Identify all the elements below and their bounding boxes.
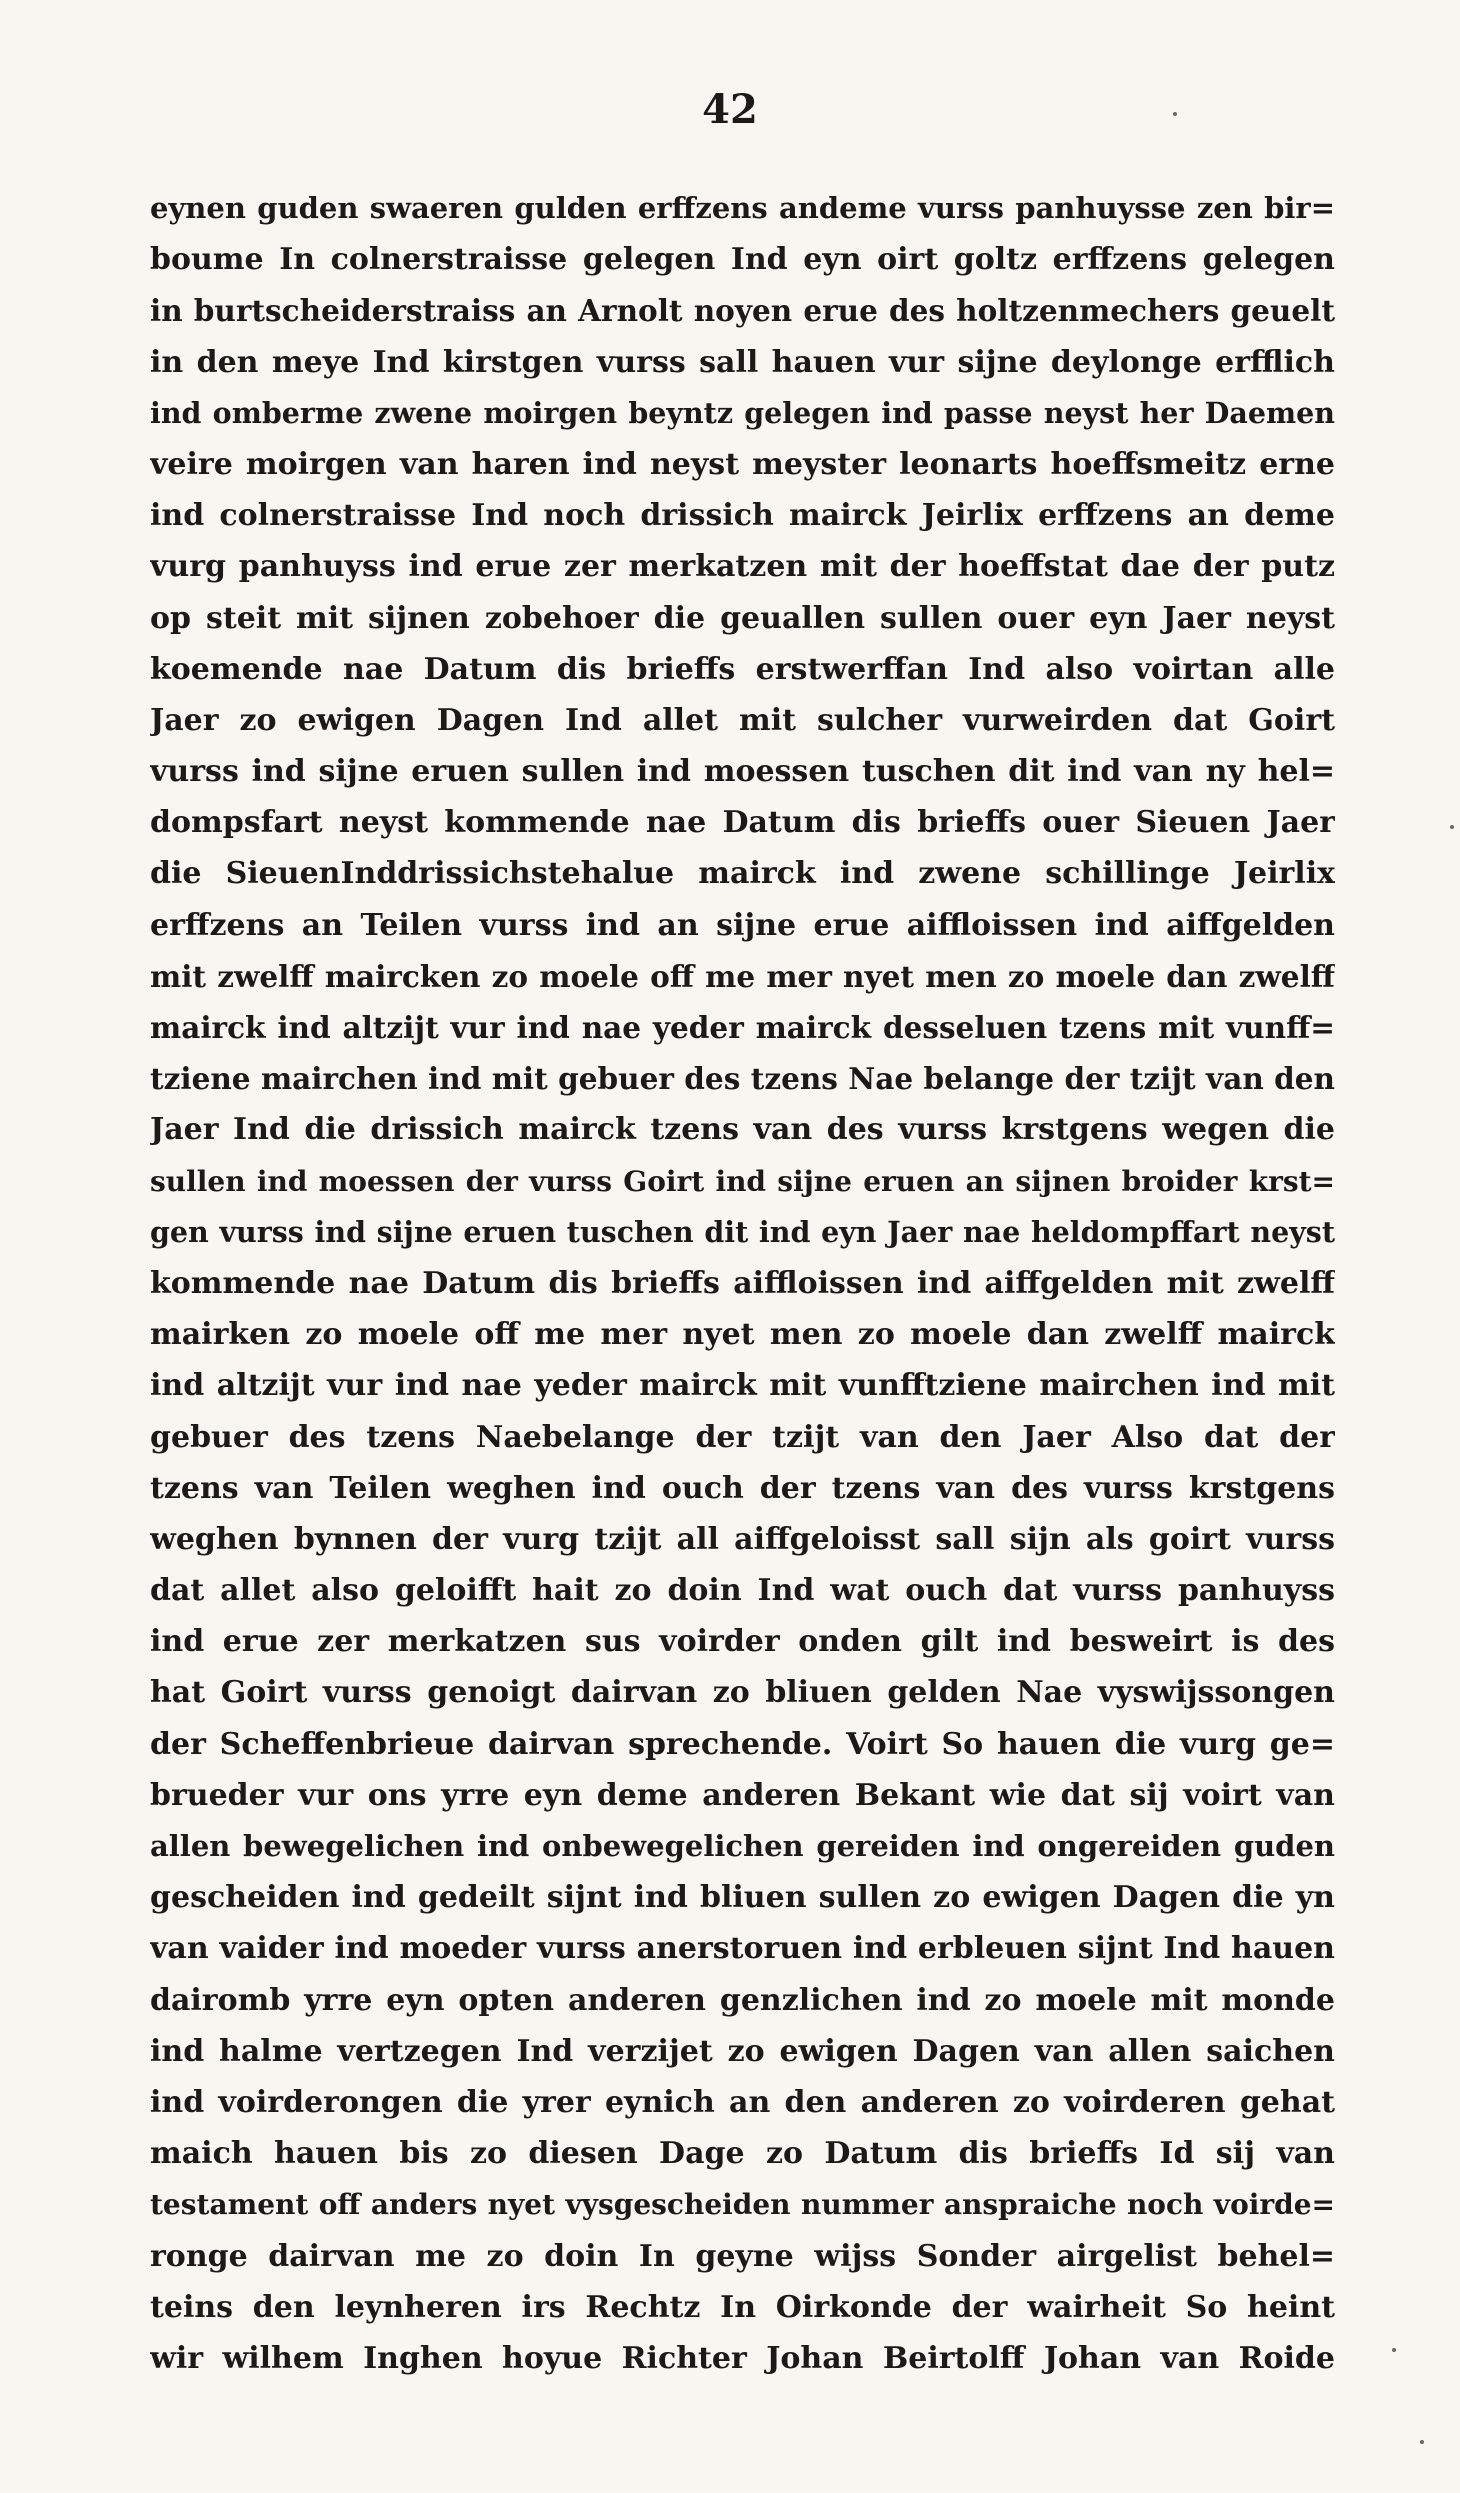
text-line: gebuer des tzens Naebelange der tzijt van den Jaer Also dat der xyxy=(150,1419,1335,1455)
text-line: weghen bynnen der vurg tzijt all aiffgeloisst sall sijn als goirt vurss xyxy=(150,1521,1335,1557)
text-line: mit zwelff maircken zo moele off me mer nyet men zo moele dan zwelff xyxy=(150,958,1335,994)
text-line: van vaider ind moeder vurss anerstoruen ind erbleuen sijnt Ind hauen xyxy=(150,1931,1335,1967)
text-line: eynen guden swaeren gulden erffzens andeme vurss panhuysse zen bir= xyxy=(150,191,1335,225)
text-line: boume In colnerstraisse gelegen Ind eyn oirt goltz erffzens gelegen xyxy=(150,242,1335,278)
text-line: Jaer zo ewigen Dagen Ind allet mit sulcher vurweirden dat Goirt xyxy=(150,702,1335,738)
text-line: koemende nae Datum dis brieffs erstwerffan Ind also voirtan alle xyxy=(150,651,1335,687)
text-line: gen vurss ind sijne eruen tuschen dit ind eyn Jaer nae heldompffart neyst xyxy=(150,1214,1335,1249)
text-line: Jaer Ind die drissich mairck tzens van des vurss krstgens wegen die xyxy=(150,1112,1335,1148)
text-line: gescheiden ind gedeilt sijnt ind bliuen sullen zo ewigen Dagen die yn xyxy=(150,1880,1335,1916)
text-line: veire moirgen van haren ind neyst meyster leonarts hoeffsmeitz erne xyxy=(150,446,1335,482)
text-line: wir wilhem Inghen hoyue Richter Johan Beirtolff Johan van Roide xyxy=(150,2340,1335,2376)
text-line: tzens van Teilen weghen ind ouch der tzens van des vurss krstgens xyxy=(150,1470,1335,1506)
text-line: ind voirderongen die yrer eynich an den anderen zo voirderen gehat xyxy=(150,2084,1335,2120)
text-line: teins den leynheren irs Rechtz In Oirkonde der wairheit So heint xyxy=(150,2289,1335,2325)
text-line: ronge dairvan me zo doin In geyne wijss Sonder airgelist behel= xyxy=(150,2238,1335,2274)
text-line: op steit mit sijnen zobehoer die geuallen sullen ouer eyn Jaer neyst xyxy=(150,600,1335,636)
stray-mark xyxy=(1173,112,1177,116)
text-line: ind colnerstraisse Ind noch drissich mairck Jeirlix erffzens an deme xyxy=(150,498,1335,534)
text-line: dat allet also geloifft hait zo doin Ind wat ouch dat vurss panhuyss xyxy=(150,1573,1335,1609)
text-line: hat Goirt vurss genoigt dairvan zo bliuen gelden Nae vyswijssongen xyxy=(150,1675,1335,1711)
text-line: in burtscheiderstraiss an Arnolt noyen erue des holtzenmechers geuelt xyxy=(150,293,1335,329)
text-line: die SieuenInddrissichstehalue mairck ind zwene schillinge Jeirlix xyxy=(150,856,1335,892)
text-line: tziene mairchen ind mit gebuer des tzens Nae belange der tzijt van den xyxy=(150,1061,1335,1097)
stray-mark xyxy=(1450,825,1454,829)
text-line: ind altzijt vur ind nae yeder mairck mit vunfftziene mairchen ind mit xyxy=(150,1368,1335,1404)
text-line: mairck ind altzijt vur ind nae yeder mairck desseluen tzens mit vunff= xyxy=(150,1010,1335,1045)
text-line: kommende nae Datum dis brieffs aiffloissen ind aiffgelden mit zwelff xyxy=(150,1265,1335,1301)
text-line: ind omberme zwene moirgen beyntz gelegen ind passe neyst her Daemen xyxy=(150,395,1335,430)
stray-mark xyxy=(1420,2440,1424,2444)
text-line: ind erue zer merkatzen sus voirder onden gilt ind besweirt is des xyxy=(150,1624,1335,1660)
text-line: dairomb yrre eyn opten anderen genzlichen ind zo moele mit monde xyxy=(150,1982,1335,2018)
stray-mark xyxy=(1392,2348,1396,2352)
text-line: der Scheffenbrieue dairvan sprechende. Voirt So hauen die vurg ge= xyxy=(150,1726,1335,1762)
text-line: allen bewegelichen ind onbewegelichen gereiden ind ongereiden guden xyxy=(150,1829,1335,1863)
text-line: testament off anders nyet vysgescheiden nummer anspraiche noch voirde= xyxy=(150,2188,1335,2222)
text-line: brueder vur ons yrre eyn deme anderen Bekant wie dat sij voirt van xyxy=(150,1777,1335,1813)
text-line: sullen ind moessen der vurss Goirt ind sijne eruen an sijnen broider krst= xyxy=(150,1164,1335,1198)
text-line: vurss ind sijne eruen sullen ind moessen tuschen dit ind van ny hel= xyxy=(150,754,1335,790)
text-line: dompsfart neyst kommende nae Datum dis brieffs ouer Sieuen Jaer xyxy=(150,805,1335,841)
page-number: 42 xyxy=(702,86,758,133)
text-line: in den meye Ind kirstgen vurss sall hauen vur sijne deylonge erfflich xyxy=(150,344,1335,380)
body-text xyxy=(150,183,1335,2384)
text-line: vurg panhuyss ind erue zer merkatzen mit der hoeffstat dae der putz xyxy=(150,549,1335,585)
text-line: mairken zo moele off me mer nyet men zo moele dan zwelff mairck xyxy=(150,1317,1335,1353)
text-line: erffzens an Teilen vurss ind an sijne erue aiffloissen ind aiffgelden xyxy=(150,907,1335,943)
text-line: ind halme vertzegen Ind verzijet zo ewigen Dagen van allen saichen xyxy=(150,2033,1335,2069)
text-line: maich hauen bis zo diesen Dage zo Datum dis brieffs Id sij van xyxy=(150,2136,1335,2172)
